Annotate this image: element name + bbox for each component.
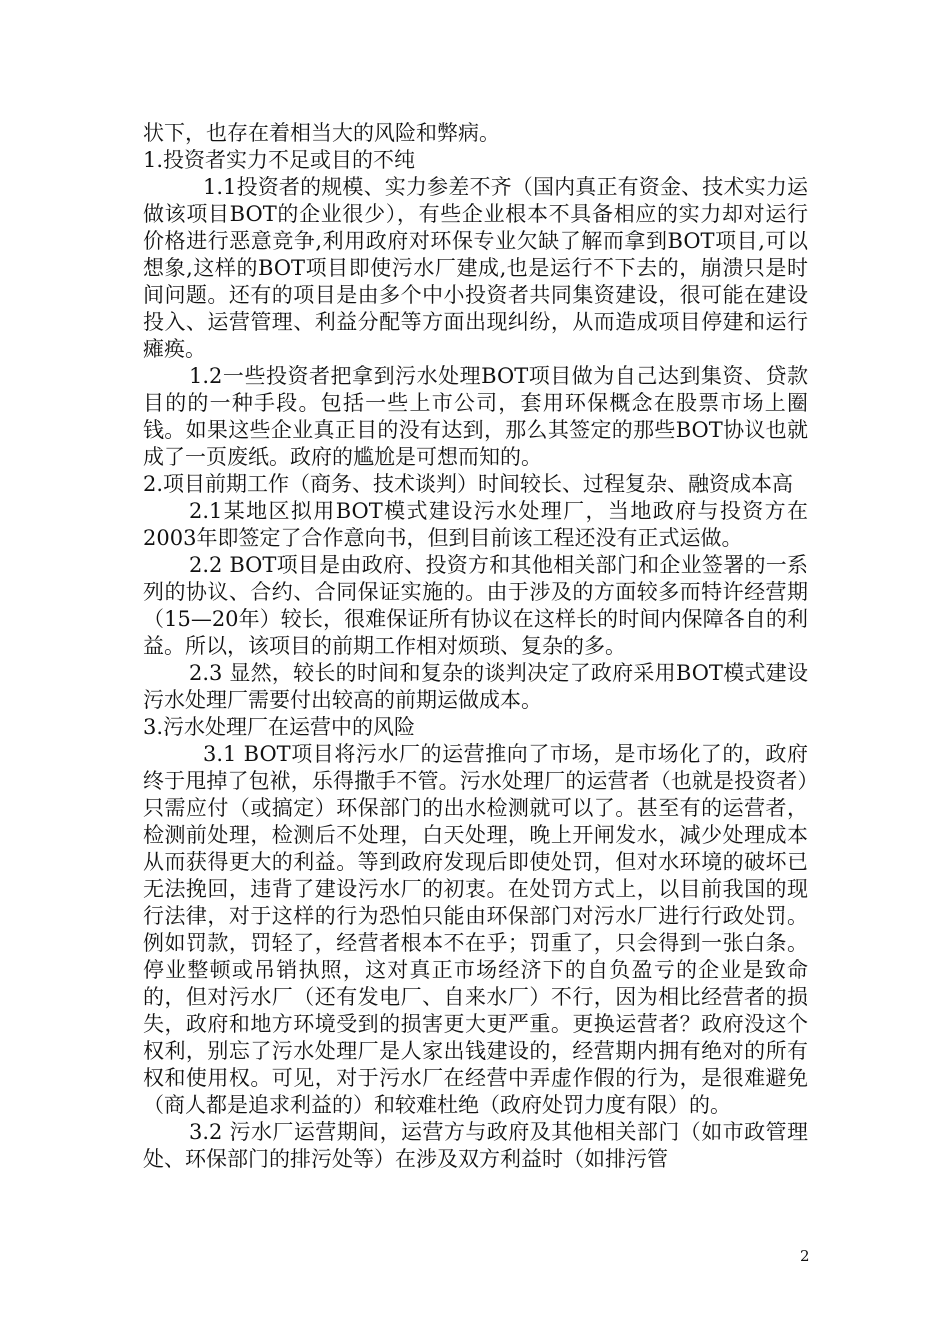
section-heading-3: 3.污水处理厂在运营中的风险: [143, 715, 416, 739]
paragraph-1-2: 1.2一些投资者把拿到污水处理BOT项目做为自己达到集资、贷款目的的一种手段。包括一些上市公司，套用环保概念在股票市场上圈钱。如果这些企业真正目的没有达到，那么其签定的那些BOT协议也就成了一页废纸。政府的尴尬是可想而知的。: [143, 364, 808, 469]
paragraph-3-1: 3.1 BOT项目将污水厂的运营推向了市场，是市场化了的，政府终于甩掉了包袱，乐得撒手不管。污水处理厂的运营者（也就是投资者）只需应付（或搞定）环保部门的出水检测就可以了。甚至有的运营者，检测前处理，检测后不处理，白天处理，晚上开闸发水，减少处理成本从而获得更大的利益。等到政府发现后即使处罚，但对水环境的破坏已无法挽回，违背了建设污水厂的初衷。在处罚方式上，以目前我国的现行法律，对于这样的行为恐怕只能由环保部门对污水厂进行行政处罚。例如罚款，罚轻了，经营者根本不在乎；罚重了，只会得到一张白条。停业整顿或吊销执照，这对真正市场经济下的自负盈亏的企业是致命的，但对污水厂（还有发电厂、自来水厂）不行，因为相比经营者的损失，政府和地方环境受到的损害更大更严重。更换运营者？政府没这个权利，别忘了污水处理厂是人家出钱建设的，经营期内拥有绝对的所有权和使用权。可见，对于污水厂在经营中弄虚作假的行为，是很难避免（商人都是追求利益的）和较难杜绝（政府处罚力度有限）的。: [143, 742, 808, 1117]
paragraph-2-3: 2.3 显然，较长的时间和复杂的谈判决定了政府采用BOT模式建设污水处理厂需要付出较高的前期运做成本。: [143, 661, 808, 712]
paragraph-1-1: 1.1投资者的规模、实力参差不齐（国内真正有资金、技术实力运做该项目BOT的企业很少），有些企业根本不具备相应的实力却对运行价格进行恶意竞争,利用政府对环保专业欠缺了解而拿到BOT项目,可以想象,这样的BOT项目即使污水厂建成,也是运行不下去的，崩溃只是时间问题。还有的项目是由多个中小投资者共同集资建设，很可能在建设投入、运营管理、利益分配等方面出现纠纷，从而造成项目停建和运行瘫痪。: [143, 175, 808, 361]
paragraph-2-2: 2.2 BOT项目是由政府、投资方和其他相关部门和企业签署的一系列的协议、合约、合同保证实施的。由于涉及的方面较多而特许经营期（15—20年）较长，很难保证所有协议在这样长的时间内保障各自的利益。所以，该项目的前期工作相对烦琐、复杂的多。: [143, 553, 808, 658]
section-heading-2: 2.项目前期工作（商务、技术谈判）时间较长、过程复杂、融资成本高: [143, 472, 794, 496]
paragraph-2-1: 2.1某地区拟用BOT模式建设污水处理厂，当地政府与投资方在2003年即签定了合作意向书，但到目前该工程还没有正式运做。: [143, 499, 808, 550]
section-heading-1: 1.投资者实力不足或目的不纯: [143, 148, 416, 172]
page-number: 2: [800, 1247, 810, 1265]
document-body: [143, 120, 808, 1173]
paragraph-intro-tail: 状下，也存在着相当大的风险和弊病。: [143, 121, 500, 145]
paragraph-3-2: 3.2 污水厂运营期间，运营方与政府及其他相关部门（如市政管理处、环保部门的排污处等）在涉及双方利益时（如排污管: [143, 1120, 808, 1171]
